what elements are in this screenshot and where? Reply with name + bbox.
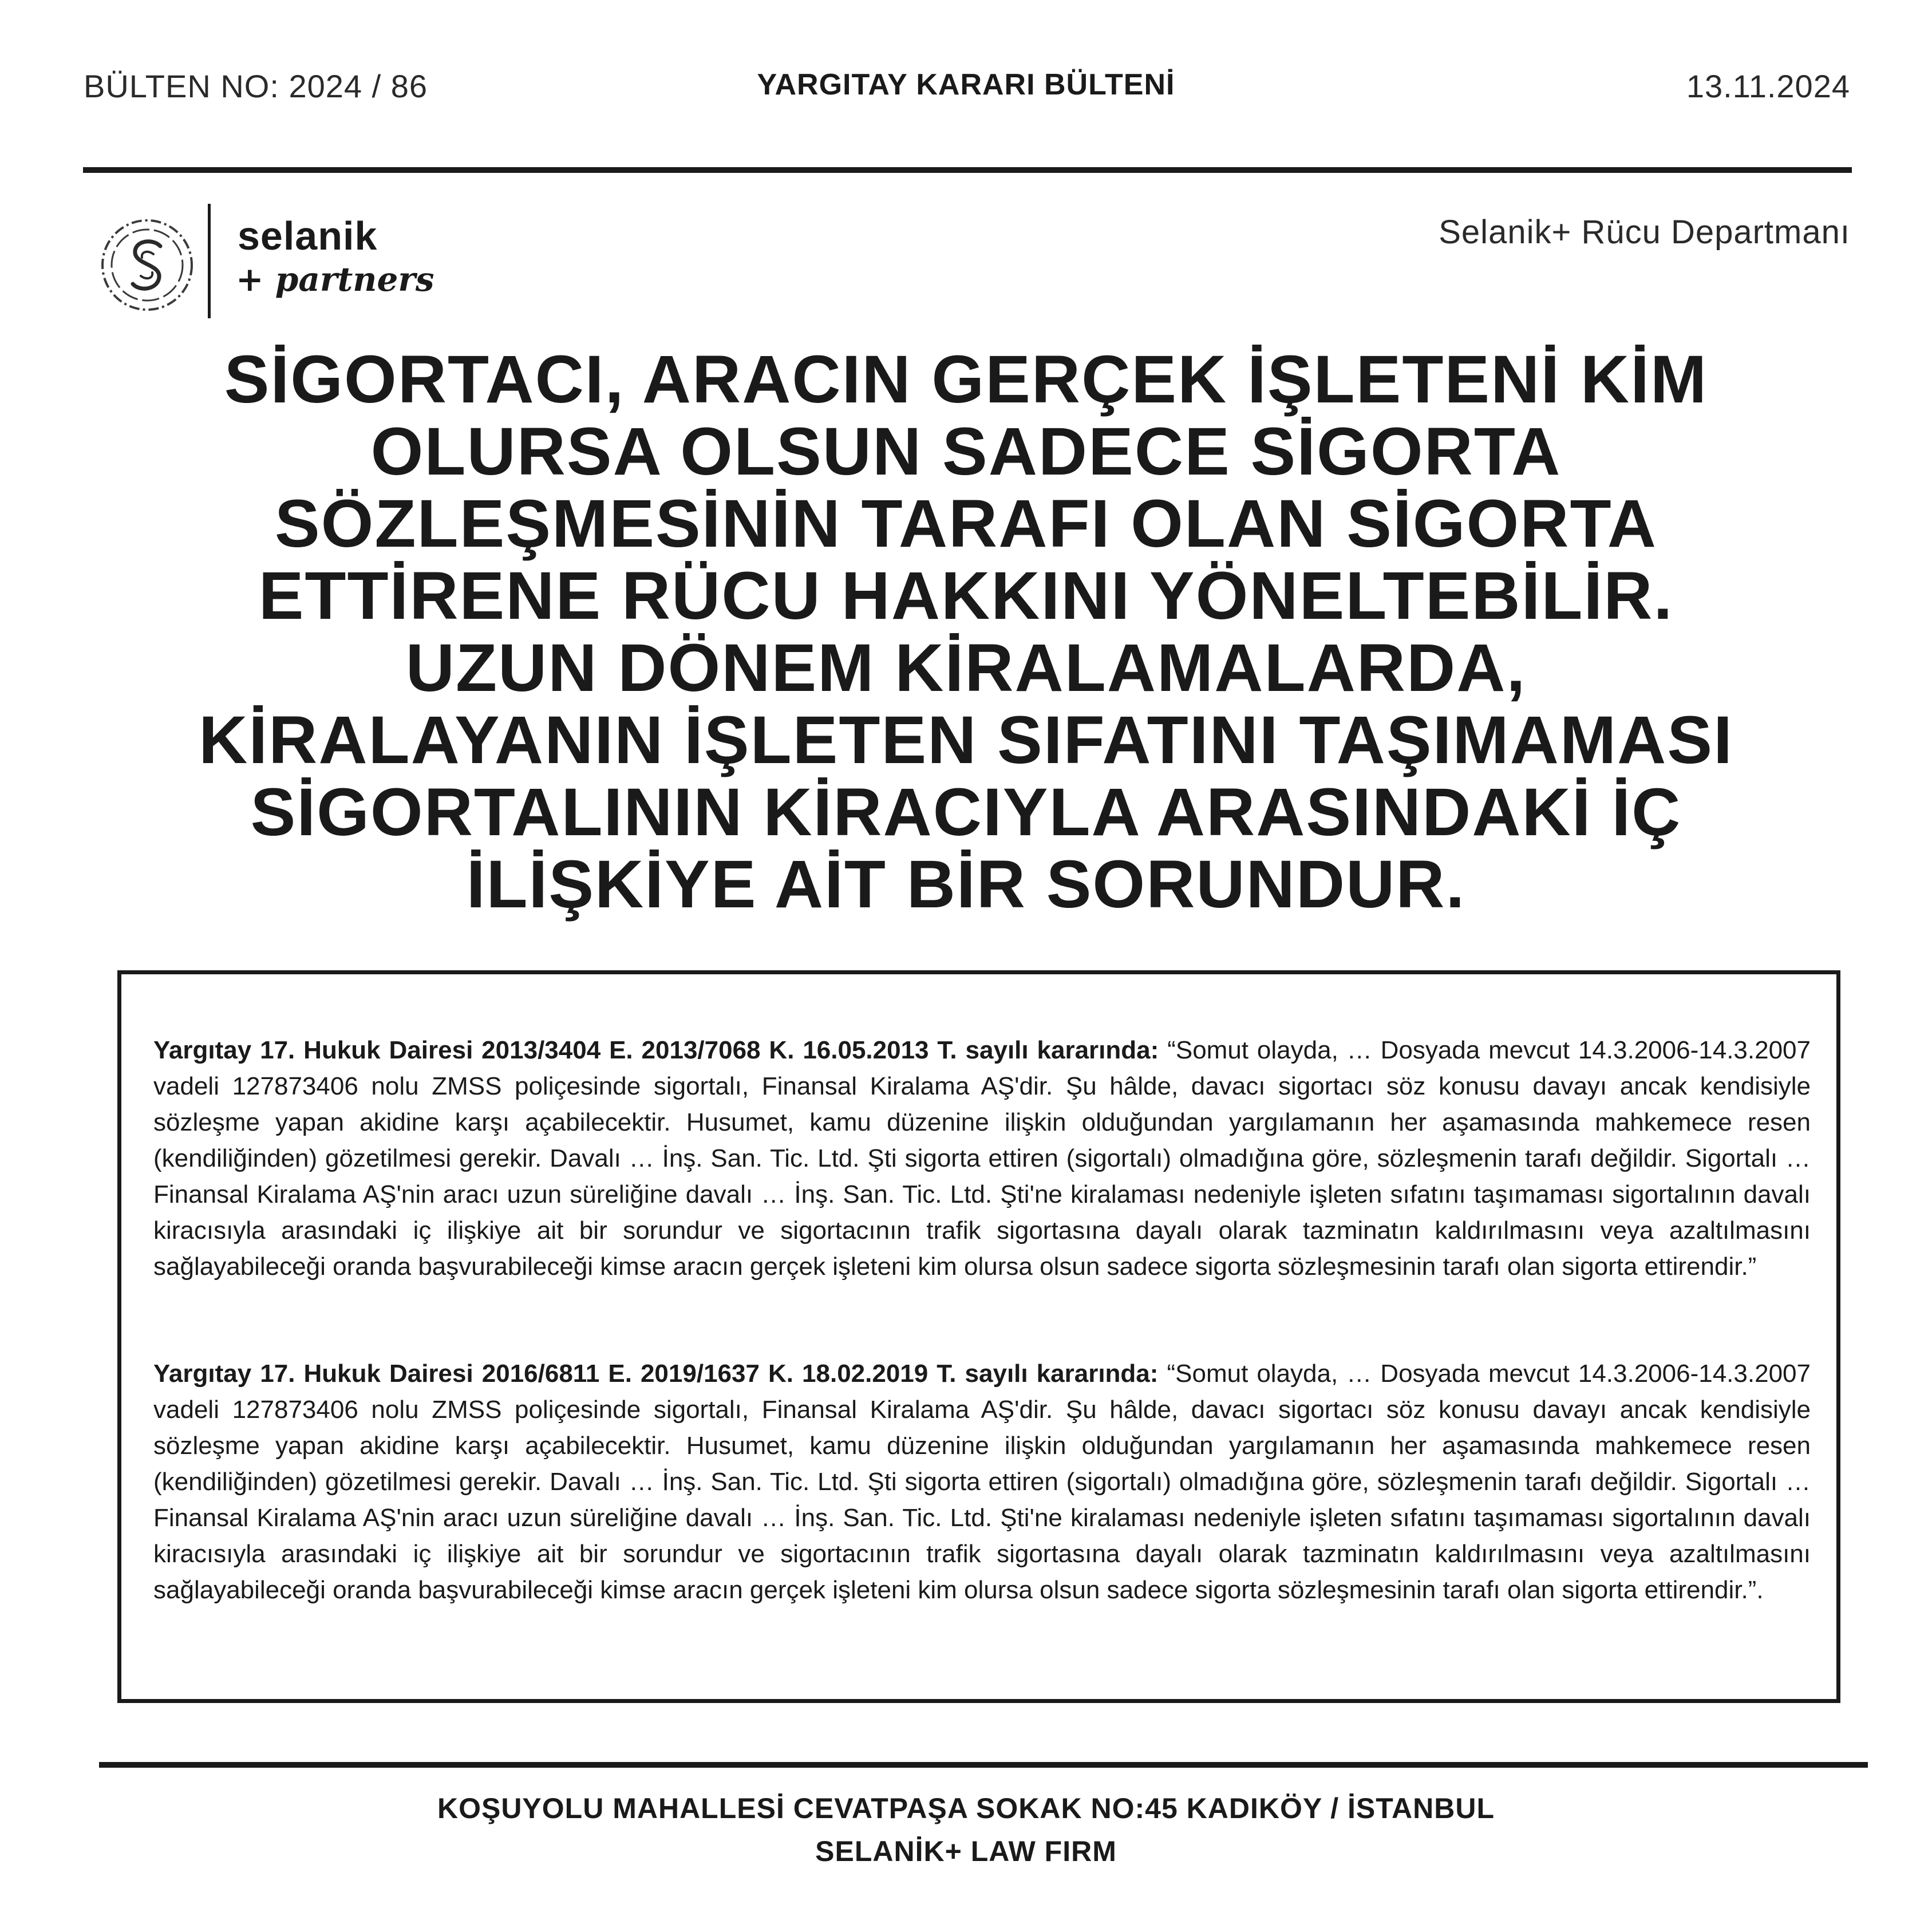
brand-name: selanik <box>238 214 378 258</box>
brand-subtitle: + partners <box>236 260 434 299</box>
footer-firm-name: SELANİK+ LAW FIRM <box>815 1835 1117 1867</box>
department-label: Selanik+ Rücu Departmanı <box>1439 214 1850 251</box>
bottom-divider <box>99 1762 1868 1768</box>
headline-line: KİRALAYANIN İŞLETEN SIFATINI TAŞIMAMASI <box>199 702 1733 778</box>
decision-citation: Yargıtay 17. Hukuk Dairesi 2013/3404 E. 2013/7068 K. 16.05.2013 T. sayılı kararında: <box>153 1036 1159 1064</box>
headline-line: ETTİRENE RÜCU HAKKINI YÖNELTEBİLİR. <box>258 558 1674 634</box>
logo-separator <box>208 204 211 318</box>
decision-quote: “Somut olayda, … Dosyada mevcut 14.3.2006-14.3.2007 vadeli 127873406 nolu ZMSS poliçesinde sigortalı, Finansal Kiralama AŞ'dir. Şu hâlde, davacı sigortacı söz konusu davayı ancak kendisiyle sözleşme yapan akidine karşı açabilecektir. Husumet, kamu düzenine ilişkin olduğundan yargılamanın her aşamasında mahkemece resen (kendiliğinden) gözetilmesi gerekir. Davalı … İnş. San. Tic. Ltd. Şti sigorta ettiren (sigortalı) olmadığına göre, sözleşmenin tarafı değildir. Sigortalı … Finansal Kiralama AŞ'nin aracı uzun süreliğine davalı … İnş. San. Tic. Ltd. Şti'ne kiralaması nedeniyle işleten sıfatını taşımaması sigortalının davalı kiracısıyla arasındaki iç ilişkiye ait bir sorundur ve sigortacının trafik sigortasına dayalı olarak tazminatın kaldırılmasını veya azaltılmasını sağlayabileceği oranda başvurabileceği kimse aracın gerçek işleteni kim olursa olsun sadece sigorta sözleşmesinin tarafı olan sigorta ettirendir.” <box>153 1036 1811 1281</box>
headline-line: SÖZLEŞMESİNİN TARAFI OLAN SİGORTA <box>274 486 1658 562</box>
headline-line: UZUN DÖNEM KİRALAMALARDA, <box>405 630 1527 706</box>
decision-paragraph-2 <box>153 1356 1811 1608</box>
top-divider <box>83 167 1852 173</box>
headline-line: SİGORTACI, ARACIN GERÇEK İŞLETENİ KİM <box>224 342 1708 417</box>
headline-line: SİGORTALININ KİRACIYLA ARASINDAKİ İÇ <box>250 775 1682 850</box>
headline-line: OLURSA OLSUN SADECE SİGORTA <box>370 414 1562 489</box>
headline <box>114 343 1818 920</box>
decision-quote: “Somut olayda, … Dosyada mevcut 14.3.2006-14.3.2007 vadeli 127873406 nolu ZMSS poliçesinde sigortalı, Finansal Kiralama AŞ'dir. Şu hâlde, davacı sigortacı söz konusu davayı ancak kendisiyle sözleşme yapan akidine karşı açabilecektir. Husumet, kamu düzenine ilişkin olduğundan yargılamanın her aşamasında mahkemece resen (kendiliğinden) gözetilmesi gerekir. Davalı … İnş. San. Tic. Ltd. Şti sigorta ettiren (sigortalı) olmadığına göre, sözleşmenin tarafı değildir. Sigortalı … Finansal Kiralama AŞ'nin aracı uzun süreliğine davalı … İnş. San. Tic. Ltd. Şti'ne kiralaması nedeniyle işleten sıfatını taşımaması sigortalının davalı kiracısıyla arasındaki iç ilişkiye ait bir sorundur ve sigortacının trafik sigortasına dayalı olarak tazminatın kaldırılmasını veya azaltılmasını sağlayabileceği oranda başvurabileceği kimse aracın gerçek işleteni kim olursa olsun sadece sigorta sözleşmesinin tarafı olan sigorta ettirendir.”. <box>153 1360 1811 1604</box>
firm-logo-icon <box>98 216 196 314</box>
decision-citation: Yargıtay 17. Hukuk Dairesi 2016/6811 E. 2019/1637 K. 18.02.2019 T. sayılı kararında: <box>153 1360 1159 1388</box>
footer-address: KOŞUYOLU MAHALLESİ CEVATPAŞA SOKAK NO:45 KADIKÖY / İSTANBUL <box>437 1792 1495 1824</box>
decision-paragraph-1 <box>153 1032 1811 1285</box>
bulletin-date: 13.11.2024 <box>1686 68 1850 104</box>
bulletin-number: BÜLTEN NO: 2024 / 86 <box>84 68 428 104</box>
bulletin-title: YARGITAY KARARI BÜLTENİ <box>757 68 1175 101</box>
headline-line: İLİŞKİYE AİT BİR SORUNDUR. <box>466 847 1466 922</box>
